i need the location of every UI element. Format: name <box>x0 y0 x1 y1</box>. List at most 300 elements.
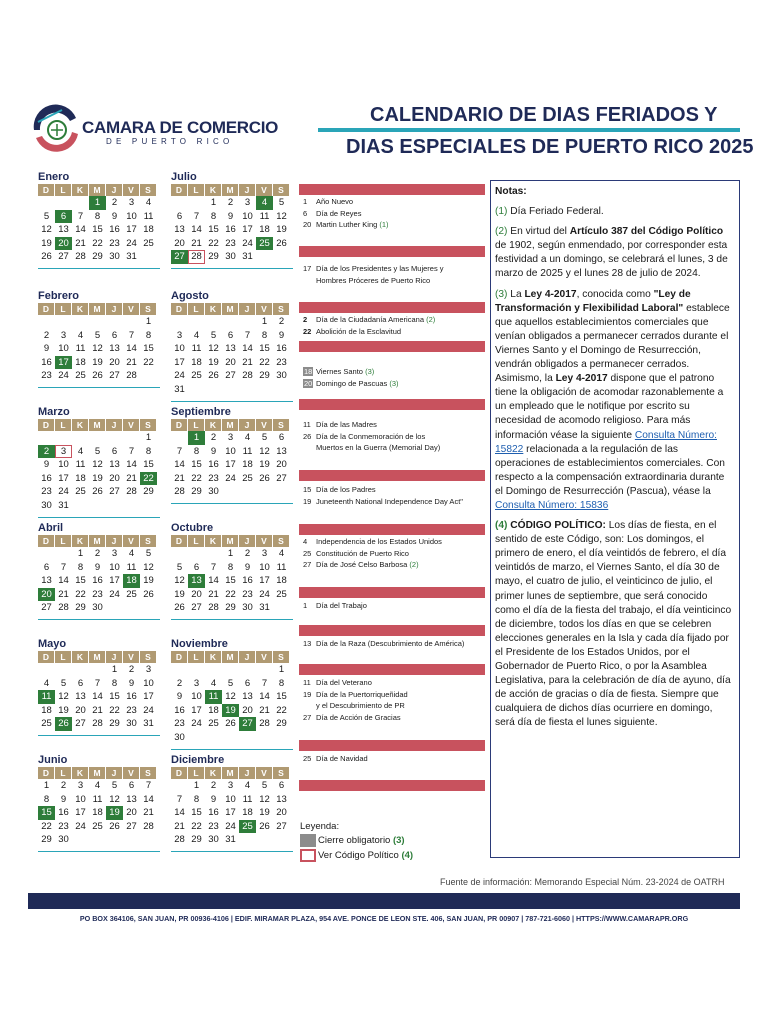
calendar-day: 30 <box>92 602 103 614</box>
logo-emblem-icon <box>32 100 82 160</box>
calendar-day: 25 <box>191 370 202 382</box>
events-junio <box>303 484 493 507</box>
empty-day <box>89 431 106 445</box>
calendar-day: 5 <box>94 445 101 457</box>
calendar-day: 29 <box>92 251 103 263</box>
event-row: 19 Día de la Puertorriqueñidad <box>303 689 408 699</box>
calendar-day: 21 <box>143 807 154 819</box>
calendar-day: 21 <box>191 237 202 249</box>
calendar-day: 18 <box>276 575 287 587</box>
calendar-day: 24 <box>75 820 86 832</box>
empty-day <box>171 663 188 677</box>
calendar-day: 11 <box>242 445 253 457</box>
calendar-day: 30 <box>126 718 137 730</box>
empty-day <box>55 547 72 561</box>
month-diciembre <box>171 753 291 847</box>
month-grid <box>171 767 291 847</box>
note-1: (1) Día Feriado Federal. <box>495 206 604 218</box>
calendar-day: 3 <box>55 445 72 459</box>
calendar-day: 30 <box>109 251 120 263</box>
event-row: 2 Día de la Ciudadanía Americana (2) <box>303 315 436 324</box>
calendar-day: 25 <box>92 820 103 832</box>
month-name: Octubre <box>171 522 214 534</box>
empty-day <box>55 315 72 329</box>
empty-day <box>72 196 89 210</box>
calendar-day: 19 <box>92 356 103 368</box>
month-grid <box>38 651 158 731</box>
calendar-day: 14 <box>208 575 219 587</box>
empty-day <box>123 315 140 329</box>
calendar-day: 19 <box>58 704 69 716</box>
calendar-day: 23 <box>126 704 137 716</box>
calendar-day: 12 <box>276 210 287 222</box>
calendar-day: 17 <box>225 807 236 819</box>
calendar-day: 30 <box>208 486 219 498</box>
empty-day <box>171 315 188 329</box>
calendar-day: 7 <box>94 677 101 689</box>
weekday-header: J <box>239 535 256 547</box>
bar-mayo <box>299 399 485 410</box>
empty-day <box>106 431 123 445</box>
weekday-header: L <box>188 767 205 779</box>
empty-day <box>256 663 273 677</box>
weekday-header: D <box>171 767 188 779</box>
month-divider <box>171 851 293 852</box>
calendar-day: 14 <box>191 224 202 236</box>
calendar-day: 11 <box>75 343 86 355</box>
calendar-day: 29 <box>191 834 202 846</box>
calendar-day: 16 <box>41 356 52 368</box>
calendar-day: 20 <box>174 237 185 249</box>
calendar-day: 24 <box>126 237 137 249</box>
weekday-header: L <box>188 651 205 663</box>
calendar-day: 14 <box>174 807 185 819</box>
calendar-day: 31 <box>126 251 137 263</box>
weekday-header: S <box>273 184 290 196</box>
calendar-day: 14 <box>126 343 137 355</box>
weekday-header: M <box>222 184 239 196</box>
calendar-day: 12 <box>225 691 236 703</box>
calendar-day: 31 <box>58 499 69 511</box>
calendar-day: 15 <box>75 575 86 587</box>
calendar-day: 12 <box>58 691 69 703</box>
month-grid <box>171 184 291 264</box>
empty-day <box>205 663 222 677</box>
notes-title: Notas: <box>495 186 527 197</box>
calendar-day: 10 <box>174 343 185 355</box>
calendar-day: 17 <box>259 575 270 587</box>
calendar-day: 2 <box>227 197 234 208</box>
calendar-day: 27 <box>225 370 236 382</box>
calendar-day: 2 <box>210 780 217 791</box>
calendar-day: 10 <box>191 691 202 703</box>
calendar-day: 29 <box>276 718 287 730</box>
weekday-header: S <box>140 419 157 431</box>
calendar-day: 1 <box>145 432 152 443</box>
month-abril <box>38 521 158 615</box>
calendar-day: 28 <box>208 602 219 614</box>
calendar-day: 15 <box>143 459 154 471</box>
empty-day <box>106 315 123 329</box>
calendar-day: 7 <box>145 780 152 791</box>
weekday-header: S <box>273 651 290 663</box>
calendar-day: 7 <box>210 561 217 573</box>
calendar-day: 16 <box>242 575 253 587</box>
weekday-header: M <box>89 651 106 663</box>
calendar-day: 15 <box>191 807 202 819</box>
empty-day <box>222 315 239 329</box>
calendar-day: 12 <box>109 793 120 805</box>
weekday-header: M <box>89 419 106 431</box>
calendar-day: 16 <box>208 459 219 471</box>
footer-bar <box>28 893 740 909</box>
calendar-day: 8 <box>193 445 200 457</box>
calendar-day: 21 <box>259 704 270 716</box>
calendar-day: 17 <box>58 472 69 484</box>
calendar-day: 3 <box>193 677 200 689</box>
calendar-day: 13 <box>225 343 236 355</box>
empty-day <box>55 663 72 677</box>
notes-box <box>490 180 740 858</box>
calendar-day: 28 <box>188 250 205 264</box>
calendar-day: 25 <box>75 486 86 498</box>
events-abril <box>303 366 493 389</box>
calendar-day: 7 <box>176 793 183 805</box>
calendar-day: 3 <box>227 780 234 791</box>
calendar-day: 8 <box>227 561 234 573</box>
logo <box>32 100 282 160</box>
calendar-day: 10 <box>259 561 270 573</box>
calendar-day: 3 <box>244 197 251 208</box>
calendar-day: 16 <box>174 704 185 716</box>
month-name: Febrero <box>38 290 79 302</box>
calendar-day: 26 <box>109 820 120 832</box>
events-mayo <box>303 419 493 454</box>
calendar-day: 26 <box>174 602 185 614</box>
calendar-day: 13 <box>109 343 120 355</box>
calendar-day: 27 <box>191 602 202 614</box>
month-grid <box>38 767 158 847</box>
month-grid <box>171 651 291 745</box>
bar-septiembre <box>299 587 485 598</box>
empty-day <box>123 431 140 445</box>
weekday-header: K <box>72 767 89 779</box>
note-3: (3) La Ley 4-2017, conocida como "Ley de Transformación y Flexibilidad Laboral" establece que aquellos establecimientos comerciales que venían obligados a permanecer cerrados durante el Viernes Santo y el Domingo de Resurrección, vendrán obligados a permanecer cerrados. Asimismo, la Ley 4-2017 dispone que el patrono tiene la obligación de acomodar razonablemente a un empleado que le notifique por escrito su necesidad de acomodo religioso. Para más información véase la siguiente Consulta Número: 15822 relacionada a la regulación de las operaciones de establecimientos comerciales. Con respecto a la compensación extraordinaria durante el Domingo de Resurrección (Pascua), véase la Consulta Número: 15836 <box>495 288 730 511</box>
calendar-day: 26 <box>208 370 219 382</box>
calendar-day: 13 <box>58 224 69 236</box>
calendar-day: 3 <box>128 197 135 208</box>
empty-day <box>222 663 239 677</box>
weekday-header: K <box>72 184 89 196</box>
calendar-day: 9 <box>128 677 135 689</box>
weekday-header: S <box>140 535 157 547</box>
calendar-day: 8 <box>193 793 200 805</box>
empty-day <box>171 196 188 210</box>
calendar-day: 31 <box>259 602 270 614</box>
calendar-day: 9 <box>227 210 234 222</box>
weekday-header: J <box>106 184 123 196</box>
event-row: 25 Constitución de Puerto Rico <box>303 548 409 558</box>
empty-day <box>89 663 106 677</box>
calendar-day: 1 <box>111 664 118 675</box>
month-agosto <box>171 289 291 397</box>
calendar-day: 22 <box>191 472 202 484</box>
calendar-day: 29 <box>143 486 154 498</box>
bar-diciembre <box>299 740 485 751</box>
calendar-day: 19 <box>41 237 52 249</box>
calendar-day: 16 <box>208 807 219 819</box>
calendar-day: 6 <box>227 329 234 341</box>
calendar-day: 27 <box>109 486 120 498</box>
legend-title: Leyenda: <box>300 821 340 832</box>
calendar-day: 26 <box>55 717 72 731</box>
calendar-day: 27 <box>75 718 86 730</box>
calendar-day: 2 <box>210 432 217 443</box>
calendar-day: 5 <box>60 677 67 689</box>
calendar-day: 8 <box>145 445 152 457</box>
calendar-day: 1 <box>188 431 205 445</box>
calendar-day: 18 <box>143 224 154 236</box>
month-grid <box>38 303 158 383</box>
calendar-day: 5 <box>261 432 268 443</box>
weekday-header: K <box>205 651 222 663</box>
calendar-day: 11 <box>92 793 103 805</box>
calendar-day: 16 <box>276 343 287 355</box>
calendar-day: 8 <box>145 329 152 341</box>
calendar-day: 20 <box>109 356 120 368</box>
calendar-day: 24 <box>259 588 270 600</box>
calendar-day: 9 <box>210 445 217 457</box>
empty-day <box>72 663 89 677</box>
month-divider <box>38 517 160 518</box>
calendar-day: 12 <box>41 224 52 236</box>
empty-day <box>38 196 55 210</box>
calendar-day: 10 <box>109 561 120 573</box>
calendar-day: 20 <box>55 237 72 251</box>
event-row: 11 Día de las Madres <box>303 420 377 429</box>
event-row: 26 Día de la Conmemoración de los <box>303 431 426 441</box>
weekday-header: V <box>256 303 273 315</box>
weekday-header: L <box>55 651 72 663</box>
calendar-day: 18 <box>191 356 202 368</box>
calendar-day: 14 <box>259 691 270 703</box>
calendar-day: 13 <box>242 691 253 703</box>
weekday-header: J <box>239 303 256 315</box>
weekday-header: S <box>140 651 157 663</box>
calendar-day: 17 <box>75 807 86 819</box>
calendar-day: 1 <box>227 548 234 559</box>
calendar-day: 30 <box>58 834 69 846</box>
calendar-day: 25 <box>75 370 86 382</box>
calendar-day: 31 <box>174 383 185 395</box>
calendar-day: 2 <box>176 677 183 689</box>
month-grid <box>38 535 158 615</box>
calendar-day: 28 <box>92 718 103 730</box>
consulta-15836-link[interactable]: Consulta Número: 15836 <box>495 499 609 511</box>
calendar-day: 25 <box>126 588 137 600</box>
calendar-day: 10 <box>58 343 69 355</box>
calendar-day: 18 <box>75 472 86 484</box>
weekday-header: K <box>205 767 222 779</box>
weekday-header: V <box>256 419 273 431</box>
month-mayo <box>38 637 158 731</box>
calendar-day: 23 <box>225 237 236 249</box>
calendar-day: 18 <box>259 224 270 236</box>
event-row: 1 Año Nuevo <box>303 197 354 206</box>
calendar-day: 17 <box>242 224 253 236</box>
event-row: Muertos en la Guerra (Memorial Day) <box>316 443 441 452</box>
calendar-day: 22 <box>143 356 154 368</box>
calendar-day: 17 <box>109 575 120 587</box>
calendar-day: 29 <box>41 834 52 846</box>
weekday-header: K <box>72 535 89 547</box>
calendar-day: 18 <box>92 807 103 819</box>
calendar-day: 19 <box>222 704 239 718</box>
calendar-day: 27 <box>126 820 137 832</box>
calendar-day: 6 <box>128 780 135 791</box>
calendar-day: 16 <box>225 224 236 236</box>
calendar-day: 12 <box>174 575 185 587</box>
events-septiembre <box>303 600 493 612</box>
calendar-day: 21 <box>126 472 137 484</box>
calendar-day: 12 <box>208 343 219 355</box>
calendar-day: 4 <box>77 445 84 457</box>
calendar-day: 3 <box>111 548 118 559</box>
calendar-day: 10 <box>225 793 236 805</box>
calendar-day: 18 <box>123 574 140 588</box>
calendar-day: 28 <box>259 718 270 730</box>
calendar-day: 22 <box>208 237 219 249</box>
calendar-day: 25 <box>143 237 154 249</box>
weekday-header: K <box>205 535 222 547</box>
bar-noviembre <box>299 664 485 675</box>
weekday-header: V <box>123 303 140 315</box>
calendar-day: 2 <box>38 445 55 459</box>
calendar-day: 12 <box>92 343 103 355</box>
calendar-day: 4 <box>128 548 135 559</box>
calendar-day: 12 <box>143 561 154 573</box>
weekday-header: V <box>123 419 140 431</box>
calendar-day: 11 <box>38 690 55 704</box>
calendar-day: 5 <box>94 329 101 341</box>
legend-item-codigo: Ver Código Político (4) <box>300 848 413 863</box>
weekday-header: D <box>38 419 55 431</box>
calendar-day: 22 <box>109 704 120 716</box>
calendar-day: 11 <box>126 561 137 573</box>
calendar-day: 19 <box>276 224 287 236</box>
calendar-day: 14 <box>174 459 185 471</box>
calendar-day: 11 <box>191 343 202 355</box>
calendar-day: 29 <box>109 718 120 730</box>
month-name: Julio <box>171 171 197 183</box>
calendar-day: 10 <box>143 677 154 689</box>
weekday-header: S <box>140 184 157 196</box>
calendar-day: 9 <box>43 343 50 355</box>
event-row: 27 Día de José Celso Barbosa (2) <box>303 560 419 569</box>
calendar-day: 13 <box>41 575 52 587</box>
calendar-day: 30 <box>174 731 185 743</box>
calendar-day: 1 <box>89 196 106 210</box>
calendar-day: 25 <box>276 588 287 600</box>
consulta-15822-link[interactable]: Consulta Número: 15822 <box>495 429 717 455</box>
weekday-header: L <box>188 535 205 547</box>
calendar-day: 4 <box>193 329 200 341</box>
calendar-day: 14 <box>75 224 86 236</box>
calendar-day: 4 <box>43 677 50 689</box>
weekday-header: J <box>106 303 123 315</box>
calendar-day: 6 <box>278 780 285 791</box>
calendar-day: 8 <box>111 677 118 689</box>
month-junio <box>38 753 158 847</box>
calendar-day: 24 <box>174 370 185 382</box>
weekday-header: V <box>123 767 140 779</box>
calendar-day: 3 <box>176 329 183 341</box>
calendar-day: 14 <box>143 793 154 805</box>
month-name: Marzo <box>38 406 70 418</box>
weekday-header: S <box>273 535 290 547</box>
calendar-day: 4 <box>244 432 251 443</box>
calendar-day: 24 <box>143 704 154 716</box>
calendar-day: 23 <box>109 237 120 249</box>
calendar-day: 18 <box>208 704 219 716</box>
calendar-day: 18 <box>41 704 52 716</box>
empty-day <box>55 431 72 445</box>
calendar-day: 2 <box>278 316 285 327</box>
calendar-day: 28 <box>242 370 253 382</box>
events-octubre <box>303 638 493 650</box>
weekday-header: K <box>205 184 222 196</box>
weekday-header: J <box>239 184 256 196</box>
weekday-header: L <box>188 303 205 315</box>
month-septiembre <box>171 405 291 499</box>
calendar-day: 18 <box>242 807 253 819</box>
weekday-header: K <box>72 419 89 431</box>
calendar-day: 7 <box>128 329 135 341</box>
calendar-day: 7 <box>193 210 200 222</box>
calendar-day: 21 <box>75 237 86 249</box>
calendar-day: 9 <box>60 793 67 805</box>
calendar-day: 19 <box>208 356 219 368</box>
bar-end <box>299 780 485 791</box>
calendar-day: 17 <box>126 224 137 236</box>
calendar-day: 21 <box>92 704 103 716</box>
event-row: 1 Día del Trabajo <box>303 601 367 610</box>
empty-day <box>55 196 72 210</box>
calendar-day: 20 <box>126 807 137 819</box>
calendar-day: 4 <box>145 197 152 208</box>
calendar-day: 15 <box>92 224 103 236</box>
event-row: 27 Día de Acción de Gracias <box>303 712 401 722</box>
weekday-header: K <box>205 303 222 315</box>
weekday-header: D <box>171 303 188 315</box>
footer-address: PO BOX 364106, SAN JUAN, PR 00936-4106 | EDIF. MIRAMAR PLAZA, 954 AVE. PONCE DE LEON STE. 406, SAN JUAN, PR 00907 | 787-721-6060 | HTTPS://WWW.CAMARAPR.ORG <box>79 914 689 923</box>
calendar-day: 25 <box>208 718 219 730</box>
calendar-day: 13 <box>126 793 137 805</box>
month-name: Enero <box>38 171 70 183</box>
calendar-day: 6 <box>111 445 118 457</box>
calendar-day: 23 <box>208 472 219 484</box>
month-divider <box>171 749 293 750</box>
weekday-header: M <box>222 651 239 663</box>
calendar-day: 11 <box>75 459 86 471</box>
empty-day <box>89 315 106 329</box>
calendar-day: 22 <box>191 820 202 832</box>
weekday-header: V <box>123 184 140 196</box>
bar-febrero <box>299 246 485 257</box>
calendar-day: 19 <box>143 575 154 587</box>
calendar-day: 14 <box>92 691 103 703</box>
calendar-day: 18 <box>242 459 253 471</box>
